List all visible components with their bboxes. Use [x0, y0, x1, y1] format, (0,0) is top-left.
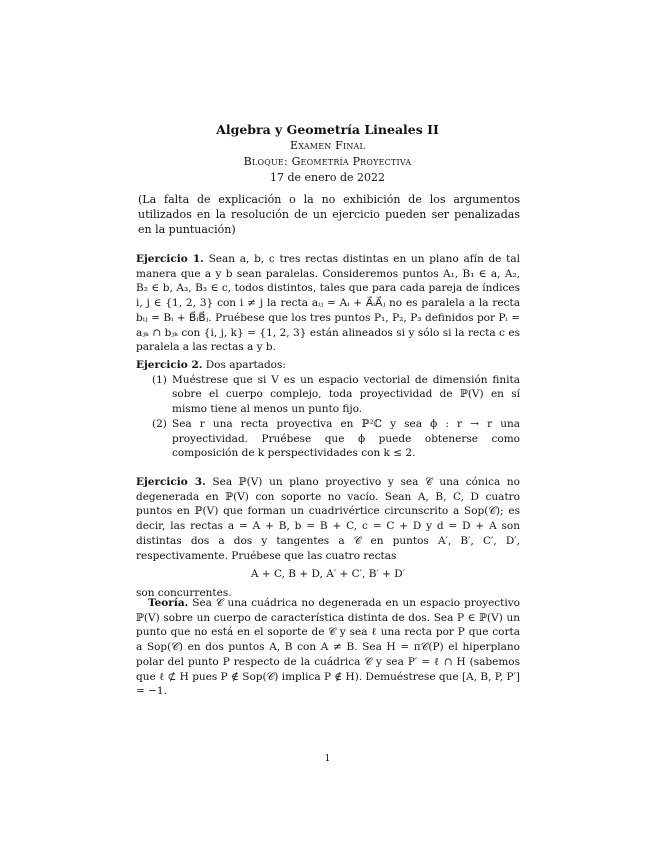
- exercise-3-display-formula: A + C, B + D, A′ + C′, B′ + D′: [250, 568, 406, 581]
- exercise-3-conclusion: son concurrentes.: [136, 586, 232, 599]
- exam-date: 17 de enero de 2022: [269, 171, 386, 184]
- exam-block: Bloque: Geometría Proyectiva: [243, 155, 412, 168]
- exercise-2-items: [136, 373, 520, 461]
- exam-type: Examen Final: [289, 139, 366, 152]
- exercise-3-paragraph: [136, 475, 520, 563]
- item-text: Muéstrese que si V es un espacio vectorial de dimensión finita sobre el cuerpo complejo, toda proyectividad de ℙ(V) en sí mismo tiene al menos un punto fijo.: [172, 373, 520, 416]
- theory-text: Sea 𝒞 una cuádrica no degenerada en un espacio proyectivo ℙ(V) sobre un cuerpo de característica distinta de dos. Sea P ∈ ℙ(V) un punto que no está en el soporte de 𝒞 y sea ℓ una recta por P que corta a Sop(𝒞) en dos puntos A, B con A ≠ B. Sea H = π𝒞(P) el hiperplano polar del punto P respecto de la cuádrica 𝒞 y sea P′ = ℓ ∩ H (sabemos que ℓ ⊄ H pues P ∉ Sop(𝒞) implica P ∉ H). Demuéstrese que [A, B, P, P′] = −1.: [136, 597, 521, 698]
- theory-question: [136, 596, 520, 699]
- grading-note: (La falta de explicación o la no exhibición de los argumentos utilizados en la resolución de un ejercicio pueden ser penalizadas en la puntuación): [138, 193, 520, 236]
- exercise-3-label: Ejercicio 3.: [136, 476, 206, 488]
- exercise-1-paragraph: [136, 252, 520, 355]
- exercise-2-intro: Dos apartados:: [205, 359, 286, 371]
- exercise-2-label: Ejercicio 2.: [136, 359, 203, 371]
- item-number: (1): [152, 373, 167, 386]
- exercise-2-item: [136, 417, 520, 461]
- exercise-1-text: Sean a, b, c tres rectas distintas en un plano afín de tal manera que a y b sean paralelas. Consideremos puntos A₁, B₁ ∈ a, A₂, B₂ ∈ b, A₃, B₃ ∈ c, todos distintos, tales que para cada pareja de índices i, j ∈ {1, 2, 3} con i ≠ j la recta aᵢⱼ = Aᵢ + A⃗ᵢA⃗ⱼ no es paralela a la recta bᵢⱼ = Bᵢ + B⃗ᵢB⃗ⱼ. Pruébese que los tres puntos P₁, P₂, P₃ definidos por Pᵢ = aⱼₖ ∩ bⱼₖ con {i, j, k} = {1, 2, 3} están alineados si y sólo si la recta c es paralela a las rectas a y b.: [136, 253, 520, 354]
- course-title: Algebra y Geometría Lineales II: [216, 122, 439, 137]
- item-text: Sea r una recta proyectiva en ℙ²ℂ y sea ϕ : r → r una proyectividad. Pruébese que ϕ puede obtenerse como composición de k perspectividades con k ≤ 2.: [172, 417, 520, 460]
- theory-label: Teoría.: [148, 597, 189, 609]
- exam-header: [0, 122, 655, 186]
- exercise-1-label: Ejercicio 1.: [136, 253, 204, 265]
- exercise-3: [136, 475, 520, 601]
- exercise-2-paragraph: [136, 358, 520, 373]
- exercise-2-item: [136, 373, 520, 417]
- page-number: 1: [324, 754, 331, 764]
- exercise-1: [136, 252, 520, 355]
- item-number: (2): [152, 417, 167, 430]
- theory-paragraph: [136, 596, 520, 699]
- exercise-2: [136, 358, 520, 461]
- exercise-3-text: Sea ℙ(V) un plano proyectivo y sea 𝒞 una cónica no degenerada en ℙ(V) con soporte no vacío. Sean A, B, C, D cuatro puntos en ℙ(V) que forman un cuadrivértice circunscrito a Sop(𝒞); es decir, las rectas a = A + B, b = B + C, c = C + D y d = D + A son distintas dos a dos y tangentes a 𝒞 en puntos A′, B′, C′, D′, respectivamente. Pruébese que las cuatro rectas: [136, 476, 520, 562]
